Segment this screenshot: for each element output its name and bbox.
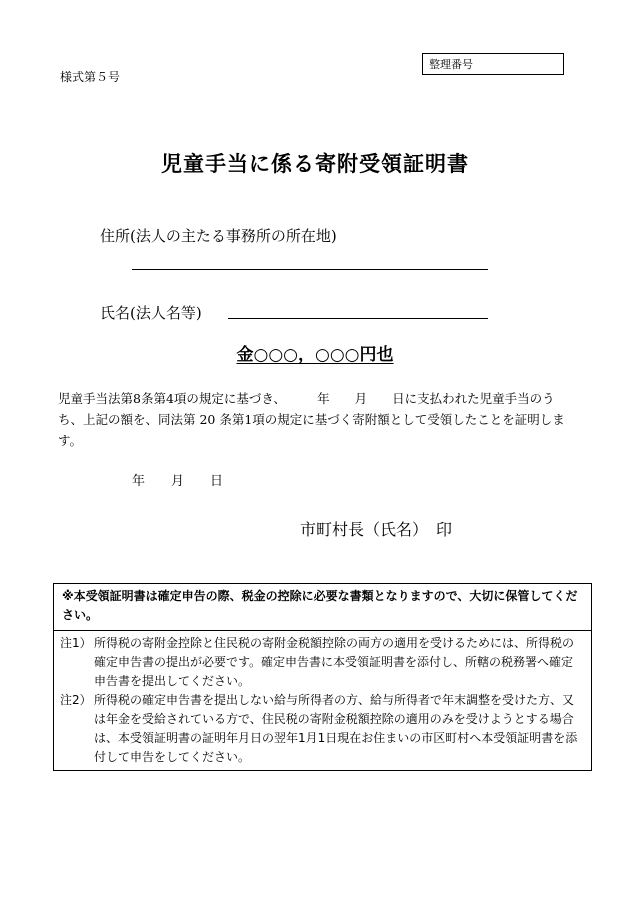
- note-number: 注2）: [60, 693, 92, 707]
- note-item: [54, 691, 591, 767]
- document-title: 児童手当に係る寄附受領証明書: [161, 151, 469, 176]
- note-text: 所得税の寄附金控除と住民税の寄附金税額控除の両方の適用を受けるためには、所得税の確定申告書の提出が必要です。確定申告書に本受領証明書を添付し、所轄の税務署へ確定申告書を提出してください。: [94, 636, 575, 688]
- certification-body: 児童手当法第8条第4項の規定に基づき、 年 月 日に支払われた児童手当のうち、上記の額を、同法第 20 条第1項の規定に基づく寄附額として受領したことを証明します。: [58, 391, 565, 448]
- amount-text: 金○○○，○○○円也: [236, 345, 394, 365]
- address-label: 住所(法人の主たる事務所の所在地): [100, 227, 337, 245]
- notes-box: [53, 583, 592, 771]
- notes-warning: ※本受領証明書は確定申告の際、税金の控除に必要な書類となりますので、大切に保管してください。: [54, 584, 591, 631]
- note-text: 所得税の確定申告書を提出しない給与所得者の方、給与所得者で年末調整を受けた方、又は年金を受給されている方で、住民税の寄附金税額控除の適用のみを受けようとする場合は、本受領証明書の証明年月日の翌年1月1日現在お住まいの市区町村へ本受領証明書を添付して申告をしてください。: [94, 693, 578, 764]
- form-number: 様式第５号: [60, 70, 121, 84]
- amount-line: [0, 340, 630, 365]
- mayor-signature-line: 市町村長（氏名） 印: [300, 520, 453, 539]
- note-item: [54, 631, 591, 691]
- management-number-box: 整理番号: [422, 53, 564, 75]
- name-label: 氏名(法人名等): [100, 304, 202, 322]
- issue-date: 年 月 日: [132, 474, 224, 489]
- note-number: 注1）: [60, 636, 92, 650]
- notes-list: [54, 631, 591, 770]
- address-field-line[interactable]: [132, 269, 488, 270]
- name-field-line[interactable]: [228, 318, 488, 319]
